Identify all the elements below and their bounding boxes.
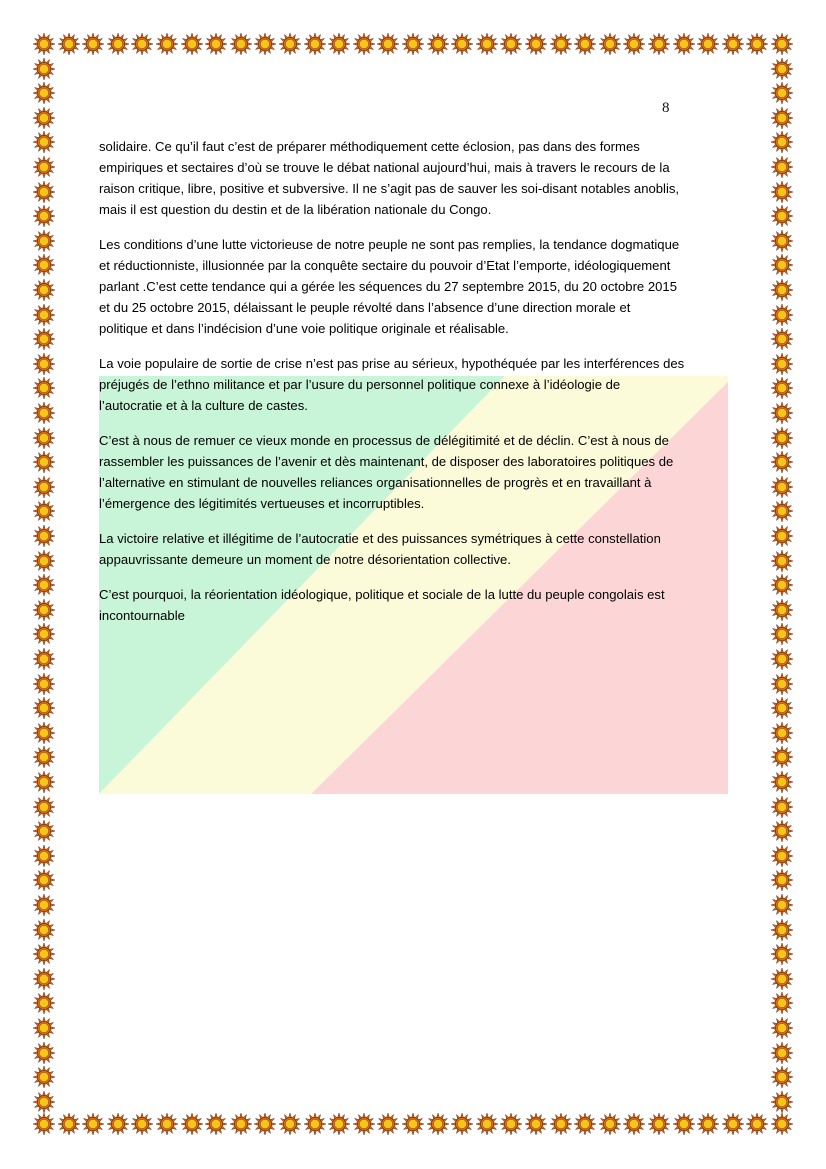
sun-icon <box>377 33 399 55</box>
sun-icon <box>697 33 719 55</box>
sun-icon <box>623 1113 645 1135</box>
sun-icon <box>771 992 793 1014</box>
sun-icon <box>353 33 375 55</box>
sun-icon <box>500 33 522 55</box>
sun-icon <box>33 33 55 55</box>
sun-icon <box>328 33 350 55</box>
sun-icon <box>33 279 55 301</box>
sun-icon <box>476 1113 498 1135</box>
sun-icon <box>33 1042 55 1064</box>
text-line: mais il est question du destin et de la libération nationale du Congo. <box>99 202 492 217</box>
sun-icon <box>771 525 793 547</box>
sun-icon <box>599 33 621 55</box>
sun-icon <box>33 58 55 80</box>
sun-icon <box>746 1113 768 1135</box>
sun-icon <box>33 574 55 596</box>
sun-icon <box>771 427 793 449</box>
sun-icon <box>254 1113 276 1135</box>
sun-icon <box>771 722 793 744</box>
sun-icon <box>771 107 793 129</box>
text-line: l’alternative en stimulant de nouvelles reliances organisationnelles de progrès et en travaillant à <box>99 475 652 490</box>
sun-icon <box>304 33 326 55</box>
sun-icon <box>771 599 793 621</box>
sun-icon <box>722 33 744 55</box>
paragraph <box>99 136 729 220</box>
sun-icon <box>574 1113 596 1135</box>
text-line: La victoire relative et illégitime de l’autocratie et des puissances symétriques à cette constellation <box>99 531 661 546</box>
sun-icon <box>402 1113 424 1135</box>
sun-icon <box>230 33 252 55</box>
sun-icon <box>476 33 498 55</box>
sun-icon <box>771 377 793 399</box>
sun-icon <box>82 33 104 55</box>
sun-icon <box>550 33 572 55</box>
sun-icon <box>33 427 55 449</box>
sun-icon <box>771 33 793 55</box>
sun-icon <box>451 33 473 55</box>
sun-icon <box>279 33 301 55</box>
sun-icon <box>771 1066 793 1088</box>
sun-icon <box>82 1113 104 1135</box>
sun-icon <box>771 1091 793 1113</box>
sun-icon <box>427 1113 449 1135</box>
sun-icon <box>451 1113 473 1135</box>
sun-icon <box>771 131 793 153</box>
sun-icon <box>771 796 793 818</box>
sun-icon <box>771 353 793 375</box>
sun-icon <box>33 992 55 1014</box>
sun-icon <box>771 550 793 572</box>
sun-icon <box>33 943 55 965</box>
sun-icon <box>771 894 793 916</box>
sun-icon <box>107 1113 129 1135</box>
text-line: l’autocratie et à la culture de castes. <box>99 398 308 413</box>
sun-icon <box>771 279 793 301</box>
sun-icon <box>771 673 793 695</box>
sun-icon <box>771 304 793 326</box>
sun-icon <box>33 451 55 473</box>
sun-icon <box>131 1113 153 1135</box>
sun-icon <box>254 33 276 55</box>
sun-icon <box>771 500 793 522</box>
sun-icon <box>33 820 55 842</box>
sun-icon <box>156 1113 178 1135</box>
sun-icon <box>377 1113 399 1135</box>
sun-icon <box>550 1113 572 1135</box>
sun-icon <box>33 254 55 276</box>
sun-icon <box>33 205 55 227</box>
sun-icon <box>230 1113 252 1135</box>
text-line: l’émergence des légitimités vertueuses et incorruptibles. <box>99 496 425 511</box>
sun-icon <box>771 574 793 596</box>
text-line: empiriques et sectaires d’où se trouve le débat national aujourd’hui, mais à travers le recours de la <box>99 160 670 175</box>
sun-icon <box>33 697 55 719</box>
sun-icon <box>33 1017 55 1039</box>
sun-icon <box>771 943 793 965</box>
sun-icon <box>722 1113 744 1135</box>
sun-icon <box>58 33 80 55</box>
sun-icon <box>33 1066 55 1088</box>
sun-icon <box>771 1113 793 1135</box>
sun-icon <box>771 230 793 252</box>
sun-icon <box>304 1113 326 1135</box>
sun-icon <box>33 771 55 793</box>
sun-icon <box>33 230 55 252</box>
paragraph <box>99 584 729 626</box>
sun-icon <box>33 722 55 744</box>
sun-icon <box>205 33 227 55</box>
sun-icon <box>525 33 547 55</box>
sun-icon <box>623 33 645 55</box>
sun-icon <box>33 746 55 768</box>
sun-icon <box>771 1017 793 1039</box>
sun-icon <box>279 1113 301 1135</box>
sun-icon <box>33 599 55 621</box>
sun-icon <box>33 968 55 990</box>
sun-icon <box>33 107 55 129</box>
sun-icon <box>33 181 55 203</box>
sun-icon <box>33 500 55 522</box>
sun-icon <box>599 1113 621 1135</box>
sun-icon <box>353 1113 375 1135</box>
sun-icon <box>771 451 793 473</box>
sun-icon <box>58 1113 80 1135</box>
sun-icon <box>771 156 793 178</box>
sun-icon <box>771 402 793 424</box>
sun-icon <box>131 33 153 55</box>
text-line: rassembler les puissances de l’avenir et dès maintenant, de disposer des laboratoires politiques de <box>99 454 674 469</box>
sun-icon <box>771 205 793 227</box>
sun-icon <box>181 33 203 55</box>
text-line: parlant .C’est cette tendance qui a gérée les séquences du 27 septembre 2015, du 20 octobre 2015 <box>99 279 677 294</box>
text-line: C’est pourquoi, la réorientation idéologique, politique et sociale de la lutte du peuple congolais est <box>99 587 665 602</box>
text-line: Les conditions d’une lutte victorieuse de notre peuple ne sont pas remplies, la tendance dogmatique <box>99 237 680 252</box>
sun-icon <box>771 919 793 941</box>
text-line: incontournable <box>99 608 185 623</box>
sun-icon <box>771 623 793 645</box>
sun-icon <box>771 697 793 719</box>
sun-icon <box>771 845 793 867</box>
text-line: et réductionniste, illusionnée par la conquête sectaire du pouvoir d’Etat l’emporte, idéologiquement <box>99 258 671 273</box>
sun-icon <box>33 894 55 916</box>
sun-icon <box>156 33 178 55</box>
paragraph <box>99 528 729 570</box>
text-line: préjugés de l’ethno militance et par l’usure du personnel politique connexe à l’idéologie de <box>99 377 621 392</box>
sun-icon <box>33 919 55 941</box>
sun-icon <box>33 82 55 104</box>
sun-icon <box>33 131 55 153</box>
sun-icon <box>673 33 695 55</box>
sun-icon <box>33 156 55 178</box>
sun-icon <box>574 33 596 55</box>
sun-icon <box>402 33 424 55</box>
sun-icon <box>771 181 793 203</box>
sun-icon <box>771 746 793 768</box>
sun-icon <box>33 328 55 350</box>
sun-icon <box>648 1113 670 1135</box>
text-line: C’est à nous de remuer ce vieux monde en processus de délégitimité et de déclin. C’est à nous de <box>99 433 669 448</box>
sun-icon <box>771 869 793 891</box>
text-line: La voie populaire de sortie de crise n’est pas prise au sérieux, hypothéquée par les interférences des <box>99 356 685 371</box>
paragraph <box>99 353 729 416</box>
sun-icon <box>771 476 793 498</box>
paragraph <box>99 430 729 514</box>
sun-icon <box>205 1113 227 1135</box>
sun-icon <box>33 353 55 375</box>
sun-icon <box>33 550 55 572</box>
sun-icon <box>771 58 793 80</box>
text-line: et du 25 octobre 2015, délaissant le peuple révolté dans l’absence d’une direction morale et <box>99 300 631 315</box>
sun-icon <box>771 771 793 793</box>
sun-icon <box>33 623 55 645</box>
sun-icon <box>771 82 793 104</box>
sun-icon <box>771 820 793 842</box>
text-line: raison critique, libre, positive et subversive. Il ne s’agit pas de sauver les soi-disant notables anoblis, <box>99 181 680 196</box>
sun-icon <box>33 1113 55 1135</box>
sun-icon <box>33 525 55 547</box>
sun-icon <box>746 33 768 55</box>
sun-icon <box>33 377 55 399</box>
text-body <box>99 136 729 640</box>
sun-icon <box>771 328 793 350</box>
text-line: politique et dans l’indécision d’une voie politique originale et réalisable. <box>99 321 509 336</box>
sun-icon <box>33 476 55 498</box>
sun-icon <box>648 33 670 55</box>
text-line: appauvrissante demeure un moment de notre désorientation collective. <box>99 552 511 567</box>
sun-icon <box>33 869 55 891</box>
sun-icon <box>771 968 793 990</box>
text-line: solidaire. Ce qu’il faut c’est de préparer méthodiquement cette éclosion, pas dans des formes <box>99 139 640 154</box>
sun-icon <box>673 1113 695 1135</box>
sun-icon <box>33 648 55 670</box>
paragraph <box>99 234 729 339</box>
sun-icon <box>328 1113 350 1135</box>
page-number: 8 <box>662 100 670 116</box>
sun-icon <box>33 402 55 424</box>
sun-icon <box>33 796 55 818</box>
sun-icon <box>33 304 55 326</box>
sun-icon <box>107 33 129 55</box>
sun-icon <box>427 33 449 55</box>
sun-icon <box>181 1113 203 1135</box>
sun-icon <box>33 845 55 867</box>
sun-icon <box>771 1042 793 1064</box>
sun-icon <box>33 673 55 695</box>
sun-icon <box>525 1113 547 1135</box>
sun-icon <box>697 1113 719 1135</box>
sun-icon <box>500 1113 522 1135</box>
sun-icon <box>33 1091 55 1113</box>
sun-icon <box>771 254 793 276</box>
sun-icon <box>771 648 793 670</box>
